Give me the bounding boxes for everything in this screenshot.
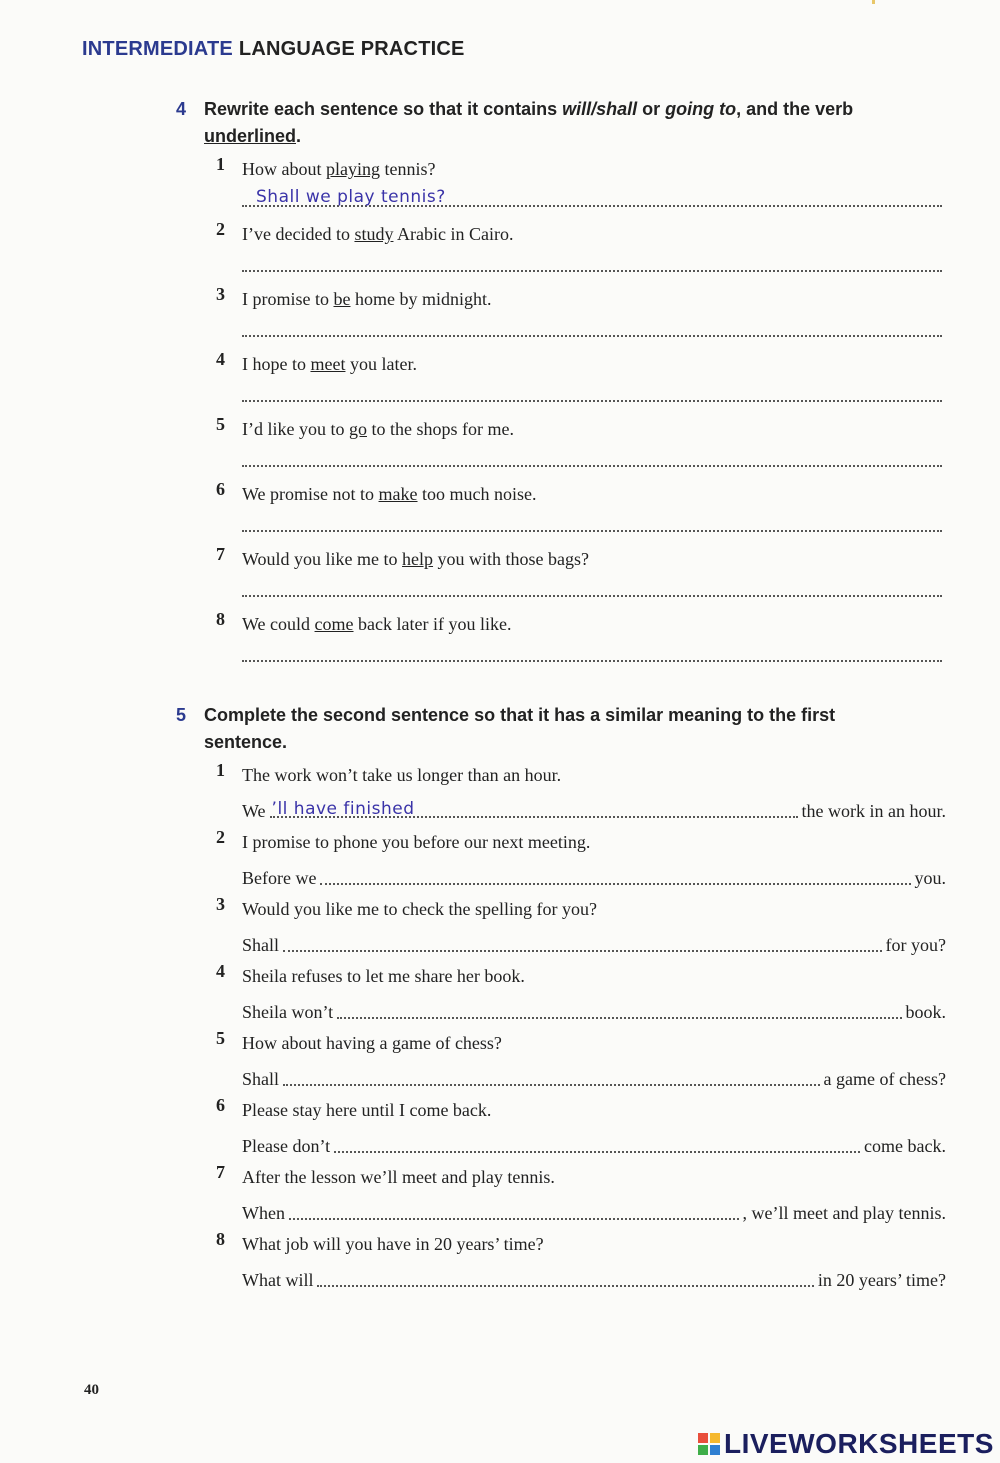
dotted-line	[242, 270, 942, 272]
dotted-line	[242, 595, 942, 597]
exercise-5	[176, 702, 946, 1294]
item-number: 2	[216, 827, 225, 847]
answer-suffix: in 20 years’ time?	[817, 1270, 946, 1290]
underlined-verb: playing	[326, 159, 380, 179]
exercise-item	[176, 609, 946, 674]
exercise-number: 4	[176, 99, 187, 119]
dotted-line	[283, 950, 882, 952]
answer-line[interactable]	[242, 314, 946, 349]
logo-square	[698, 1445, 708, 1455]
exercise-item	[176, 959, 946, 1026]
answer-line	[242, 1194, 946, 1227]
header-rest: LANGUAGE PRACTICE	[238, 38, 465, 60]
answer-prefix: Before we	[242, 868, 317, 888]
instruction-text: Complete the second sentence so that it has a similar meaning to the first	[204, 705, 836, 725]
answer-gap[interactable]	[334, 1132, 860, 1160]
answer-gap[interactable]	[337, 998, 901, 1026]
sentence-text: you with those bags?	[433, 549, 590, 569]
item-sentence	[242, 284, 946, 314]
answer-prefix: Please don’t	[242, 1136, 331, 1156]
answer-line[interactable]	[242, 184, 946, 219]
sentence-text: Arabic in Cairo.	[393, 224, 514, 244]
item-number: 7	[216, 544, 225, 564]
exercise-item	[176, 284, 946, 349]
exercise-item	[176, 479, 946, 544]
answer-gap[interactable]	[289, 1199, 739, 1227]
item-sentence	[242, 609, 946, 639]
sentence-text: you later.	[345, 354, 417, 374]
answer-line[interactable]	[242, 249, 946, 284]
dotted-line	[242, 660, 942, 662]
answer-suffix: the work in an hour.	[801, 801, 946, 821]
item-number: 4	[216, 349, 225, 369]
dotted-line	[242, 465, 942, 467]
answer-line	[242, 1261, 946, 1294]
item-sentence: Would you like me to check the spelling for you?	[242, 899, 597, 919]
exercise-item	[176, 544, 946, 609]
liveworksheets-brand[interactable]	[698, 1428, 994, 1460]
exercise-number: 5	[176, 705, 187, 725]
item-number: 6	[216, 1095, 225, 1115]
item-number: 2	[216, 219, 225, 239]
sentence-text: I’d like you to	[242, 419, 349, 439]
item-number: 5	[216, 414, 225, 434]
dotted-line	[242, 400, 942, 402]
logo-square	[710, 1433, 720, 1443]
answer-prefix: Shall	[242, 1069, 280, 1089]
answer-line[interactable]	[242, 509, 946, 544]
item-number: 4	[216, 961, 225, 981]
dotted-line	[242, 530, 942, 532]
answer-line	[242, 859, 946, 892]
underlined-verb: be	[333, 289, 351, 309]
answer-gap[interactable]	[283, 931, 882, 959]
exercise-4-instructions	[176, 96, 946, 150]
sentence-text: tennis?	[380, 159, 436, 179]
underlined-verb: study	[354, 224, 394, 244]
answer-line	[242, 1127, 946, 1160]
item-sentence: Sheila refuses to let me share her book.	[242, 966, 525, 986]
item-number: 8	[216, 1229, 225, 1249]
instruction-text: Rewrite each sentence so that it contains	[204, 99, 563, 119]
item-sentence: The work won’t take us longer than an hour.	[242, 765, 562, 785]
item-sentence: After the lesson we’ll meet and play tennis.	[242, 1167, 555, 1187]
item-sentence	[242, 414, 946, 444]
exercise-item	[176, 1160, 946, 1227]
item-sentence	[242, 154, 946, 184]
answer-line[interactable]	[242, 639, 946, 674]
dotted-line	[320, 883, 910, 885]
dotted-line	[334, 1151, 860, 1153]
exercise-item	[176, 1093, 946, 1160]
answer-suffix: , we’ll meet and play tennis.	[742, 1203, 946, 1223]
answer-line[interactable]	[242, 379, 946, 414]
instruction-italic: will/shall	[562, 99, 638, 119]
answer-line	[242, 792, 946, 825]
exercise-item	[176, 825, 946, 892]
sentence-text: to the shops for me.	[366, 419, 514, 439]
logo-square	[698, 1433, 708, 1443]
dotted-line	[283, 1084, 820, 1086]
dotted-line	[317, 1285, 813, 1287]
header-accent: INTERMEDIATE	[82, 38, 233, 60]
exercise-item	[176, 1227, 946, 1294]
handwritten-answer[interactable]: Shall we play tennis?	[256, 187, 446, 207]
exercise-5-items	[176, 758, 946, 1294]
logo-square	[710, 1445, 720, 1455]
answer-line	[242, 926, 946, 959]
exercise-5-instructions	[176, 702, 946, 756]
item-sentence	[242, 479, 946, 509]
page-number: 40	[84, 1382, 99, 1398]
item-sentence	[242, 544, 946, 574]
exercise-item	[176, 892, 946, 959]
item-sentence	[242, 349, 946, 379]
answer-prefix: Sheila won’t	[242, 1002, 334, 1022]
answer-line[interactable]	[242, 444, 946, 479]
answer-gap[interactable]	[320, 864, 910, 892]
sentence-text: I hope to	[242, 354, 311, 374]
underlined-verb: come	[314, 614, 354, 634]
underlined-verb: meet	[310, 354, 346, 374]
brand-name: LIVEWORKSHEETS	[724, 1428, 994, 1459]
sentence-text: home by midnight.	[350, 289, 492, 309]
answer-gap[interactable]	[317, 1266, 813, 1294]
answer-prefix: Shall	[242, 935, 280, 955]
page-header	[82, 38, 465, 61]
item-number: 5	[216, 1028, 225, 1048]
answer-suffix: a game of chess?	[823, 1069, 946, 1089]
answer-suffix: you.	[914, 868, 946, 888]
sentence-text: How about	[242, 159, 326, 179]
answer-suffix: book.	[905, 1002, 946, 1022]
instruction-text: or	[637, 99, 666, 119]
item-number: 6	[216, 479, 225, 499]
answer-gap[interactable]	[270, 797, 798, 825]
answer-prefix: What will	[242, 1270, 314, 1290]
item-sentence: Please stay here until I come back.	[242, 1100, 492, 1120]
sentence-text: We promise not to	[242, 484, 379, 504]
instruction-italic: going to	[665, 99, 737, 119]
item-number: 3	[216, 284, 225, 304]
exercise-item	[176, 219, 946, 284]
item-number: 8	[216, 609, 225, 629]
answer-suffix: for you?	[885, 935, 946, 955]
exercise-item	[176, 154, 946, 219]
exercise-item	[176, 349, 946, 414]
underlined-verb: go	[348, 419, 367, 439]
instruction-text: sentence.	[204, 732, 288, 752]
answer-gap[interactable]	[283, 1065, 820, 1093]
underlined-verb: make	[378, 484, 418, 504]
exercise-item	[176, 1026, 946, 1093]
instruction-underlined: underlined	[204, 126, 297, 146]
instruction-text: , and the verb	[736, 99, 854, 119]
item-number: 3	[216, 894, 225, 914]
item-number: 1	[216, 760, 225, 780]
answer-line	[242, 1060, 946, 1093]
corner-mark	[872, 0, 875, 4]
sentence-text: I promise to	[242, 289, 334, 309]
underlined-verb: help	[402, 549, 434, 569]
sentence-text: too much noise.	[417, 484, 537, 504]
exercise-4	[176, 96, 946, 674]
sentence-text: back later if you like.	[353, 614, 512, 634]
item-sentence	[242, 219, 946, 249]
exercise-item	[176, 414, 946, 479]
sentence-text: I’ve decided to	[242, 224, 355, 244]
answer-prefix: We	[242, 801, 266, 821]
item-number: 1	[216, 154, 225, 174]
item-number: 7	[216, 1162, 225, 1182]
item-sentence: I promise to phone you before our next meeting.	[242, 832, 591, 852]
dotted-line	[242, 335, 942, 337]
instruction-text: .	[296, 126, 302, 146]
item-sentence: What job will you have in 20 years’ time?	[242, 1234, 544, 1254]
item-sentence: How about having a game of chess?	[242, 1033, 502, 1053]
dotted-line	[289, 1218, 739, 1220]
handwritten-answer[interactable]: ’ll have finished	[271, 799, 415, 819]
exercise-item	[176, 758, 946, 825]
answer-suffix: come back.	[864, 1136, 946, 1156]
sentence-text: Would you like me to	[242, 549, 403, 569]
answer-prefix: When	[242, 1203, 285, 1223]
answer-line	[242, 993, 946, 1026]
exercise-4-items	[176, 154, 946, 674]
answer-line[interactable]	[242, 574, 946, 609]
dotted-line	[337, 1017, 901, 1019]
liveworksheets-logo-icon	[698, 1433, 720, 1455]
sentence-text: We could	[242, 614, 315, 634]
